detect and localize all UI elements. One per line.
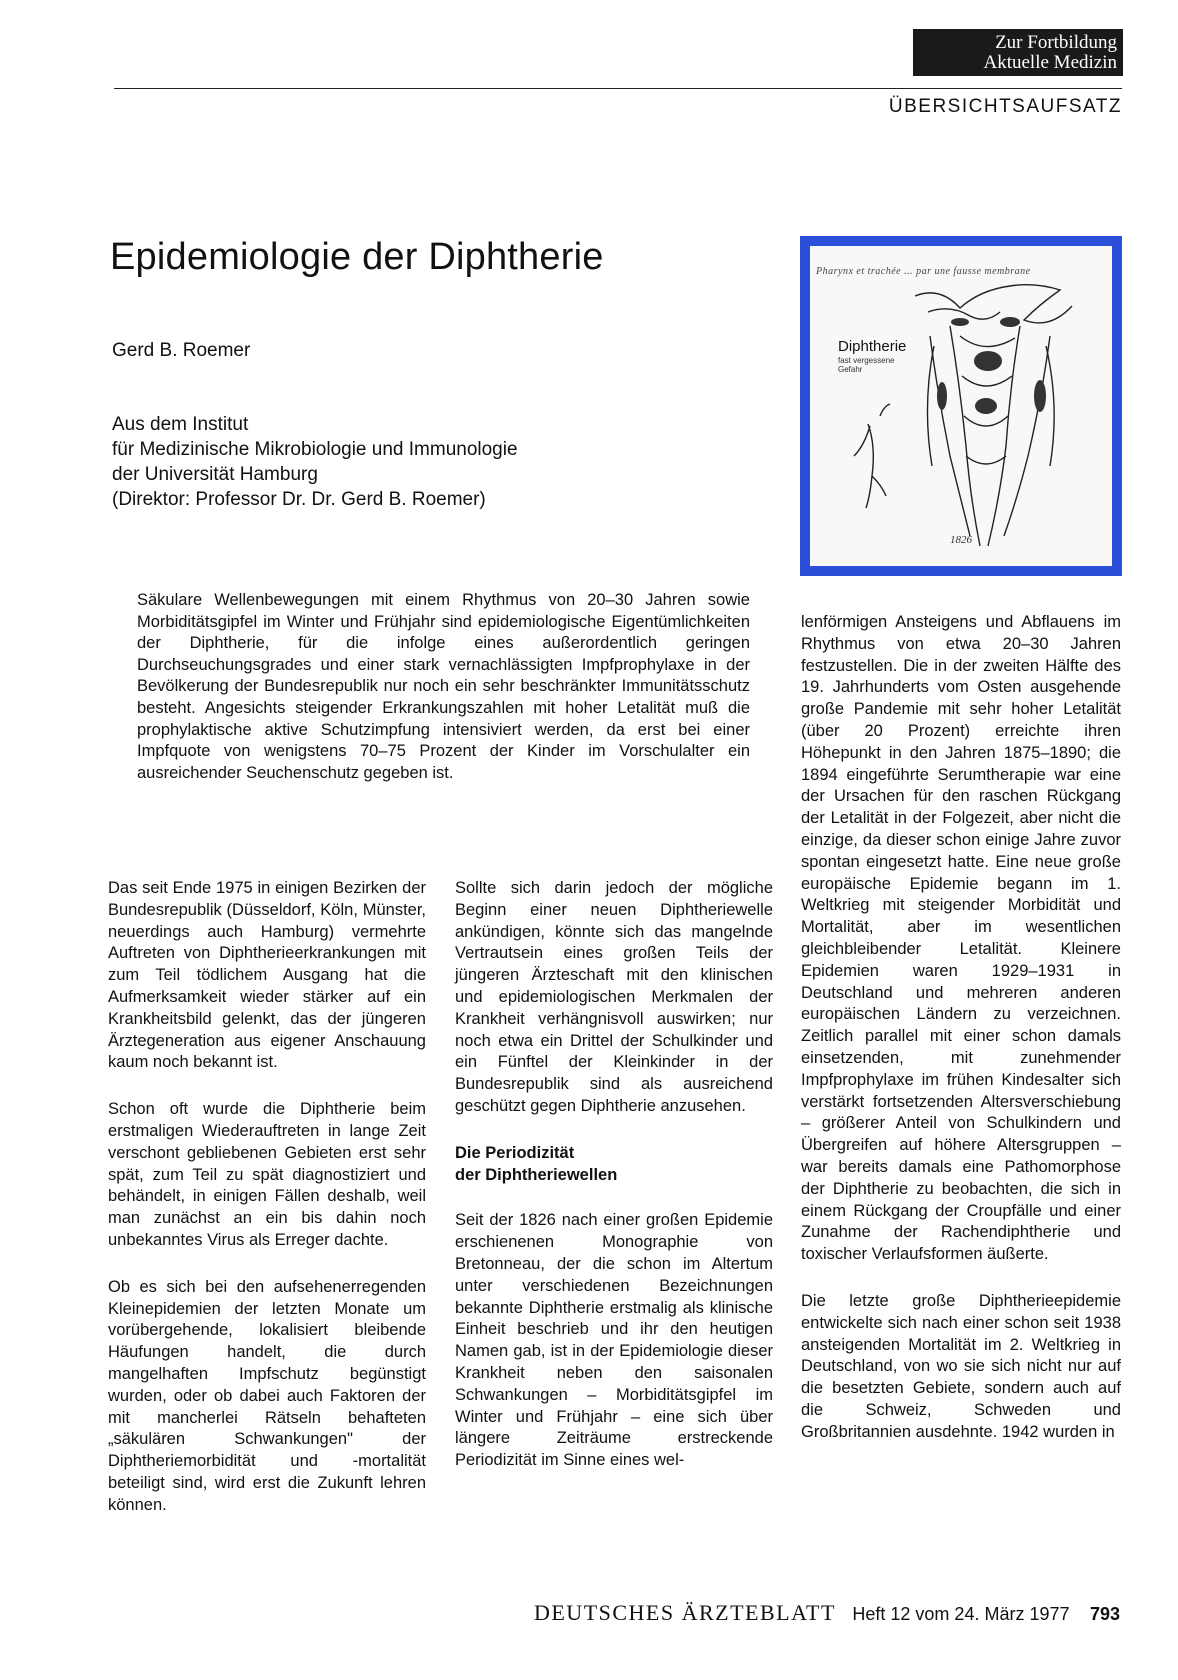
section-heading-line: der Diphtheriewellen xyxy=(455,1165,618,1184)
affiliation-line: für Medizinische Mikrobiologie und Immunologie xyxy=(112,439,518,460)
body-column-1 xyxy=(108,878,426,1542)
section-heading xyxy=(455,1143,773,1187)
issue-info: Heft 12 vom 24. März 1977 xyxy=(852,1604,1070,1624)
article-title: Epidemiologie der Diphtherie xyxy=(110,236,604,278)
affiliation-line: der Universität Hamburg xyxy=(112,464,318,485)
abstract: Säkulare Wellenbewegungen mit einem Rhythmus von 20–30 Jahren sowie Morbiditätsgipfel im Winter und Frühjahr sind epidemiologische Eigentümlichkeiten der Diphtherie, für die infolge eines außerordentlich geringen Durchseuchungsgrades und einer stark vernachlässigten Impfprophylaxe in der Bevölkerung der Bundesrepublik nur noch ein sehr beschränkter Immunitätsschutz besteht. Angesichts steigender Erkrankungszahlen mit hoher Letalität muß die prophylaktische aktive Schutzimpfung intensiviert werden, da erst bei einer Impfquote von wenigstens 70–75 Prozent der Kinder im Vorschulalter ein ausreichender Seuchenschutz gegeben ist. xyxy=(137,591,750,782)
section-heading-line: Die Periodizität xyxy=(455,1143,575,1162)
illustration-panel xyxy=(810,246,1112,566)
affiliation-line: (Direktor: Professor Dr. Dr. Gerd B. Roemer) xyxy=(112,489,486,510)
paragraph: Das seit Ende 1975 in einigen Bezirken der Bundesrepublik (Düsseldorf, Köln, Münster, neuerdings auch Hamburg) vermehrte Auftreten von Diphtherieerkrankungen mit zum Teil tödlichem Ausgang hat die Aufmerksamkeit wieder stärker auf ein Krankheitsbild gelenkt, das der jüngeren Ärztegeneration aus eigener Anschauung kaum noch bekannt ist. xyxy=(108,879,426,1072)
badge-line-2: Aktuelle Medizin xyxy=(983,52,1117,73)
body-column-3 xyxy=(801,612,1121,1468)
body-column-2 xyxy=(455,878,773,1497)
paragraph: Schon oft wurde die Diphtherie beim erstmaligen Wiederauftreten in lange Zeit verschont gebliebenen Gebieten erst sehr spät, zum Teil zu spät diagnostiziert und behändelt, in einigen Fällen deshalb, weil man zunächst an ein bis dahin noch unbekanntes Virus als Erreger dachte. xyxy=(108,1100,426,1249)
figure-subtitle: fast vergessene Gefahr xyxy=(838,356,895,374)
figure-year: 1826 xyxy=(950,534,972,546)
anatomical-drawing xyxy=(810,246,1112,566)
title-illustration xyxy=(800,236,1122,576)
header-rule xyxy=(114,88,1122,89)
paragraph: Ob es sich bei den aufsehenerregenden Kleinepidemien der letzten Monate um vorübergehende, lokalisiert bleibende Häufungen handelt, die durch mangelhaften Impfschutz begünstigt wurden, oder ob dabei auch Faktoren der mit mancherlei Rätseln behafteten „säkulären Schwankungen" der Diphtheriemorbidität und -mortalität beteiligt sind, wird erst die Zukunft lehren können. xyxy=(108,1277,426,1514)
page-footer xyxy=(534,1600,1120,1626)
paragraph: Sollte sich darin jedoch der mögliche Beginn einer neuen Diphtheriewelle ankündigen, könnte sich das mangelnde Vertrautsein eines großen Teils der jüngeren Ärzteschaft mit den klinischen und epidemiologischen Merkmalen der Krankheit verhängnisvoll auswirken; nur noch etwa ein Drittel der Schulkinder und ein Fünftel der Kleinkinder in der Bundesrepublik sind als ausreichend geschützt gegen Diphtherie anzusehen. xyxy=(455,879,773,1115)
figure-script-caption: Pharynx et trachée ... par une fausse membrane xyxy=(816,266,1031,277)
figure-title: Diphtherie xyxy=(838,338,907,355)
section-badge xyxy=(913,29,1123,76)
badge-line-1: Zur Fortbildung xyxy=(995,32,1117,53)
paragraph: Die letzte große Diphtherieepidemie entwickelte sich nach einer schon seit 1938 ansteigenden Mortalität im 2. Weltkrieg in Deutschland, von wo sie sich nicht nur auf die besetzten Gebiete, sondern auch auf die Schweiz, Schweden und Großbritannien ausdehnte. 1942 wurden in xyxy=(801,1291,1121,1441)
affiliation-line: Aus dem Institut xyxy=(112,414,249,435)
paragraph: Seit der 1826 nach einer großen Epidemie erschienenen Monographie von Bretonneau, der die schon im Altertum unter verschiedenen Bezeichnungen bekannte Diphtherie erstmalig als klinische Einheit beschrieb und ihr den heutigen Namen gab, ist in der Epidemiologie dieser Krankheit neben den saisonalen Schwankungen – Morbiditätsgipfel im Winter und Frühjahr – eine sich über längere Zeiträume erstreckende Periodizität im Sinne eines wel- xyxy=(455,1211,773,1470)
section-label: ÜBERSICHTSAUFSATZ xyxy=(888,96,1122,117)
paragraph: lenförmigen Ansteigens und Abflauens im Rhythmus von etwa 20–30 Jahren festzustellen. Die in der zweiten Hälfte des 19. Jahrhunderts vom Osten ausgehende große Pandemie mit sehr hoher Letalität (über 20 Prozent) erreichte ihren Höhepunkt in den Jahren 1875–1890; die 1894 eingeführte Serumtherapie war eine der Ursachen für den raschen Rückgang der Letalität in der Folgezeit, aber nicht die einzige, da dieser schon einige Jahre zuvor spontan eingesetzt hatte. Eine neue große europäische Epidemie begann im 1. Weltkrieg mit steigender Morbidität und Mortalität, aber im wesentlichen gleichbleibender Letalität. Kleinere Epidemien waren 1929–1931 in Deutschland und mehreren anderen europäischen Ländern zu verzeichnen. Zeitlich parallel mit einer schon damals einsetzenden, mit zunehmender Impfprophylaxe im frühen Kindesalter sich verstärkt fortsetzenden Altersverschiebung – größerer Anteil von Schulkindern und Übergreifen auf höhere Altersgruppen – war bereits damals eine Pathomorphose der Diphtherie zu beobachten, die sich in einem Rückgang der Croupfälle und einer Zunahme der Rachendiphtherie und toxischer Verlaufsformen äußerte. xyxy=(801,613,1121,1264)
page-number: 793 xyxy=(1089,1604,1120,1624)
author-affiliation xyxy=(112,412,518,512)
article-author: Gerd B. Roemer xyxy=(112,340,251,361)
journal-name: DEUTSCHES ÄRZTEBLATT xyxy=(533,1600,836,1625)
